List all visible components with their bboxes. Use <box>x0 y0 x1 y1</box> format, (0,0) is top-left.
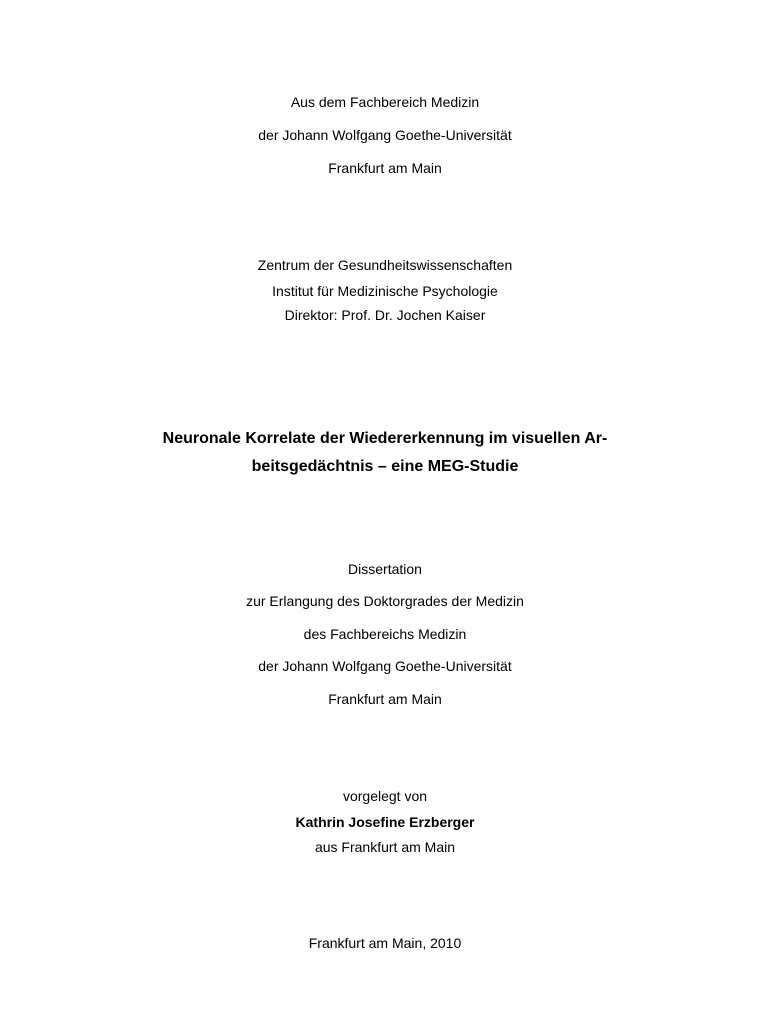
place-date-line: Frankfurt am Main, 2010 <box>308 935 462 951</box>
city-line: Frankfurt am Main <box>328 160 442 176</box>
submitted-by-line: vorgelegt von <box>342 788 428 804</box>
dissertation-purpose: zur Erlangung des Doktorgrades der Medizin <box>246 593 524 609</box>
dissertation-label: Dissertation <box>348 561 422 577</box>
dissertation-city: Frankfurt am Main <box>328 691 442 707</box>
center-line: Zentrum der Gesundheitswissenschaften <box>257 257 513 273</box>
title-line-1: Neuronale Korrelate der Wiedererkennung im visuellen Ar- <box>162 430 608 447</box>
institute-line: Institut für Medizinische Psychologie <box>272 283 498 299</box>
dissertation-university: der Johann Wolfgang Goethe-Universität <box>258 658 512 674</box>
author-name: Kathrin Josefine Erzberger <box>295 814 475 830</box>
director-line: Direktor: Prof. Dr. Jochen Kaiser <box>284 307 486 323</box>
university-line: der Johann Wolfgang Goethe-Universität <box>258 127 512 143</box>
title-line-2: beitsgedächtnis – eine MEG-Studie <box>251 458 519 475</box>
dissertation-faculty: des Fachbereichs Medizin <box>303 626 467 642</box>
faculty-line: Aus dem Fachbereich Medizin <box>290 94 480 110</box>
author-origin: aus Frankfurt am Main <box>314 839 456 855</box>
